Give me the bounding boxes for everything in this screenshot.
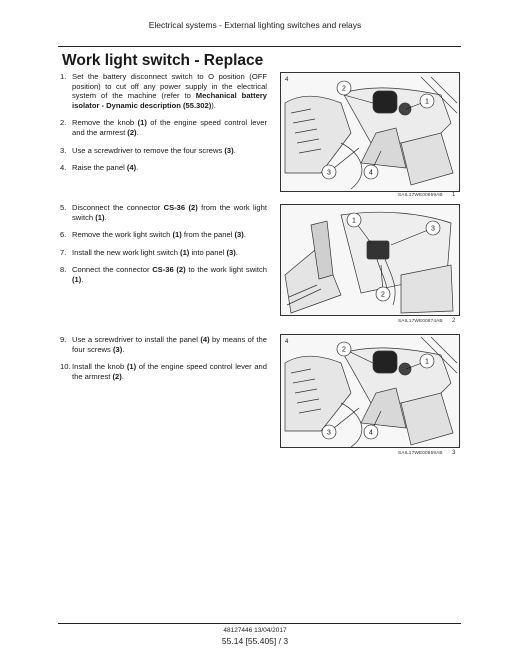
figure-1-callout: 2 [342, 85, 346, 93]
step-reference: (1) [95, 212, 105, 222]
figure-1-callouts [281, 73, 459, 191]
step-text: Remove the work light switch [72, 230, 173, 240]
step-text: Raise the panel [72, 163, 127, 173]
step-item [60, 362, 267, 381]
step-reference: (1) [172, 230, 182, 240]
figure-3-image [280, 334, 460, 448]
header-rule [58, 46, 461, 47]
step-text: . [121, 371, 124, 381]
figure-2-callout: 1 [352, 217, 356, 225]
figure-3-callout: 3 [327, 429, 331, 437]
step-number: 7. [60, 247, 67, 257]
step-list-group-1 [60, 72, 267, 181]
figure-1-number: 1 [452, 192, 456, 198]
step-text: from the panel [181, 230, 235, 240]
step-reference: Mechanical battery isolator - Dynamic description (55.302) [72, 91, 268, 110]
step-text: Disconnect the connector [72, 203, 164, 212]
step-text: Install the new work light switch [72, 247, 181, 257]
footer-doc-ref: 48127446 13/04/2017 [223, 627, 287, 634]
figure-2-image [280, 204, 460, 316]
step-text: . [136, 127, 139, 137]
step-reference: (3) [226, 247, 236, 257]
step-list-group-3 [60, 335, 267, 389]
step-number: 6. [60, 230, 67, 240]
step-item [60, 248, 267, 258]
figure-2-callout: 3 [431, 225, 435, 233]
step-text: Set the battery disconnect switch to O position (OFF position) to cut off any power supply in the electrical system of the machine (refer to [72, 72, 267, 101]
figure-1-caption: SAIL17WE00859AB [398, 193, 443, 198]
step-item [60, 163, 267, 173]
step-item [60, 335, 267, 354]
step-text: from the work light switch [72, 203, 267, 222]
step-text: Use a screwdriver to install the panel [72, 335, 201, 344]
figure-1-callout: 4 [369, 169, 373, 177]
step-text: by means of the four screws [72, 335, 267, 354]
step-number: 2. [60, 118, 67, 128]
step-item [60, 118, 267, 137]
step-text: ). [211, 100, 216, 110]
step-number: 4. [60, 163, 67, 173]
svg-text:4: 4 [285, 77, 289, 83]
step-reference: (1) [72, 274, 82, 284]
step-reference: (3) [224, 145, 234, 155]
step-text: Remove the knob [72, 118, 138, 128]
figure-3-callout: 1 [425, 358, 429, 366]
step-item [60, 146, 267, 156]
step-item [60, 72, 267, 110]
figure-2-callout: 2 [381, 291, 385, 299]
figure-2-callouts [281, 205, 459, 315]
step-text: into panel [189, 247, 227, 257]
figure-3-callout: 2 [342, 346, 346, 354]
step-reference: (1) [126, 362, 137, 372]
step-text: . [136, 163, 139, 173]
figure-3-number: 3 [452, 450, 456, 456]
step-text: . [104, 212, 107, 222]
step-list-group-2 [60, 203, 267, 293]
step-reference: (3) [112, 344, 123, 354]
step-number: 9. [60, 335, 67, 344]
step-text: . [233, 145, 236, 155]
step-text: to the work light switch [185, 265, 267, 275]
step-reference: (4) [200, 335, 210, 344]
step-reference: (2) [112, 371, 122, 381]
page-title: Work light switch - Replace [62, 52, 264, 69]
step-item [60, 265, 267, 284]
step-reference: (4) [126, 163, 137, 173]
step-item [60, 203, 267, 222]
figure-1-callout: 3 [327, 169, 331, 177]
figure-3-callout: 4 [369, 429, 373, 437]
step-text: of the engine speed control lever and the armrest [72, 362, 267, 381]
step-reference: CS-36 (2) [163, 203, 198, 212]
figure-2-number: 2 [452, 318, 456, 324]
step-text: . [122, 344, 125, 354]
step-text: . [235, 247, 238, 257]
svg-text:4: 4 [285, 339, 289, 345]
figure-3-caption: SAIL17WE00859AB [398, 451, 443, 456]
step-number: 1. [60, 72, 67, 81]
step-text: Use a screwdriver to remove the four screws [72, 145, 225, 155]
step-number: 3. [60, 145, 67, 155]
step-reference: (3) [234, 230, 244, 240]
step-text: of the engine speed control lever and the armrest [72, 118, 267, 137]
step-number: 5. [60, 203, 67, 212]
running-header: Electrical systems - External lighting switches and relays [148, 20, 362, 30]
figure-3-callouts [281, 335, 459, 447]
step-text: Install the knob [72, 362, 127, 372]
figure-2-caption: SAIL17WE00874AB [398, 319, 443, 324]
step-number: 8. [60, 265, 67, 275]
step-reference: (1) [180, 247, 190, 257]
footer-page-ref: 55.14 [55.405] / 3 [221, 636, 289, 646]
step-text: . [81, 274, 84, 284]
step-number: 10. [60, 362, 71, 372]
step-text: . [243, 230, 246, 240]
step-reference: (2) [127, 127, 137, 137]
step-reference: (1) [137, 118, 147, 128]
step-reference: CS-36 (2) [152, 265, 186, 275]
footer-rule [58, 623, 461, 624]
figure-1-callout: 1 [425, 98, 429, 106]
step-text: Connect the connector [72, 265, 153, 275]
figure-1-image [280, 72, 460, 192]
step-item [60, 230, 267, 240]
